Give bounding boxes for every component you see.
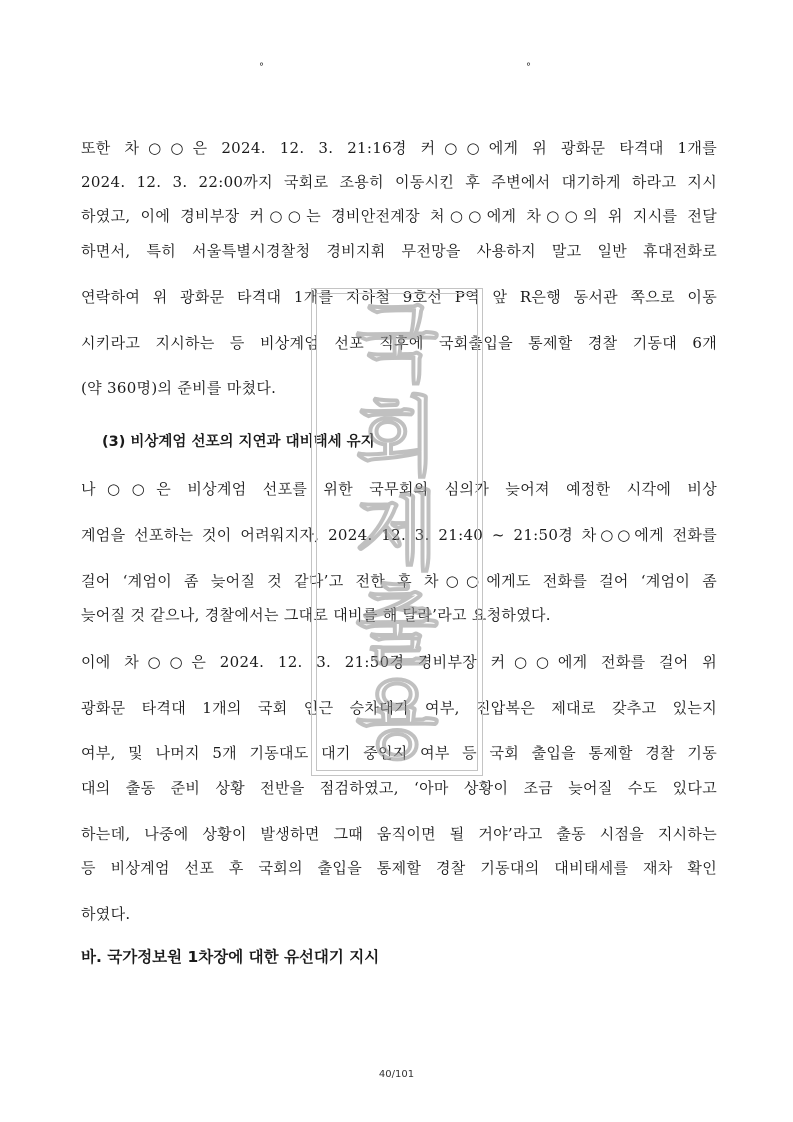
paragraph-1-line-4: 하면서, 특히 서울특별시경찰청 경비지휘 무전망을 사용하지 말고 일반 휴대전화로 <box>81 242 717 260</box>
watermark-char-1: 국 <box>355 294 439 394</box>
watermark-char-3: 제 <box>355 482 439 582</box>
subheading-3: (3) 비상계엄 선포의 지연과 대비태세 유지 <box>102 434 375 450</box>
paragraph-3-line-7: 하였다. <box>81 905 131 923</box>
paragraph-2-line-2: 계엄을 선포하는 것이 어려워지자, 2024. 12. 3. 21:40 ~ 21:50경 차○○에게 전화를 <box>81 526 717 544</box>
header-mark-right: ° <box>526 62 531 73</box>
paragraph-1-line-7: (약 360명)의 준비를 마쳤다. <box>81 379 277 397</box>
paragraph-2-line-1: 나○○은 비상계엄 선포를 위한 국무회의 심의가 늦어져 예정한 시각에 비상 <box>81 480 717 498</box>
paragraph-1-line-3: 하였고, 이에 경비부장 커○○는 경비안전계장 처○○에게 차○○의 위 지시를 전달 <box>81 207 717 225</box>
paragraph-3-line-2: 광화문 타격대 1개의 국회 인근 승차대기 여부, 진압복은 제대로 갖추고 있는지 <box>81 699 717 717</box>
paragraph-3-line-3: 여부, 및 나머지 5개 기동대도 대기 중인지 여부 등 국회 출입을 통제할 경찰 기동 <box>81 744 717 762</box>
page-number: 40/101 <box>378 1069 415 1080</box>
paragraph-1-line-2: 2024. 12. 3. 22:00까지 국회로 조용히 이동시킨 후 주변에서 대기하게 하라고 지시 <box>81 173 717 191</box>
paragraph-3-line-6: 등 비상계엄 선포 후 국회의 출입을 통제할 경찰 기동대의 대비태세를 재차 확인 <box>81 859 717 877</box>
paragraph-1-line-6: 시키라고 지시하는 등 비상계엄 선포 직후에 국회출입을 통제할 경찰 기동대 6개 <box>81 334 717 352</box>
paragraph-3-line-5: 하는데, 나중에 상황이 발생하면 그때 움직이면 될 거야’라고 출동 시점을 지시하는 <box>81 825 717 843</box>
paragraph-1-line-1: 또한 차○○은 2024. 12. 3. 21:16경 커○○에게 위 광화문 타격대 1개를 <box>81 139 717 157</box>
watermark-char-2: 회 <box>355 388 439 488</box>
paragraph-3-line-1: 이에 차○○은 2024. 12. 3. 21:50경 경비부장 커○○에게 전화를 걸어 위 <box>81 653 717 671</box>
paragraph-1-line-5: 연락하여 위 광화문 타격대 1개를 지하철 9호선 P역 앞 R은행 동서관 쪽으로 이동 <box>81 288 717 306</box>
paragraph-2-line-3: 걸어 ‘계엄이 좀 늦어질 것 같다’고 전한 후 차○○에게도 전화를 걸어 ‘계엄이 좀 <box>81 572 717 590</box>
watermark-char-5: 용 <box>355 670 439 770</box>
paragraph-2-line-4: 늦어질 것 같으나, 경찰에서는 그대로 대비를 해 달라’라고 요청하였다. <box>81 606 551 624</box>
paragraph-3-line-4: 대의 출동 준비 상황 전반을 점검하였고, ‘아마 상황이 조금 늦어질 수도 있다고 <box>81 779 717 797</box>
header-mark-left: ° <box>259 62 264 73</box>
section-heading-ba: 바. 국가정보원 1차장에 대한 유선대기 지시 <box>81 948 380 966</box>
watermark-char-4: 출 <box>355 576 439 676</box>
